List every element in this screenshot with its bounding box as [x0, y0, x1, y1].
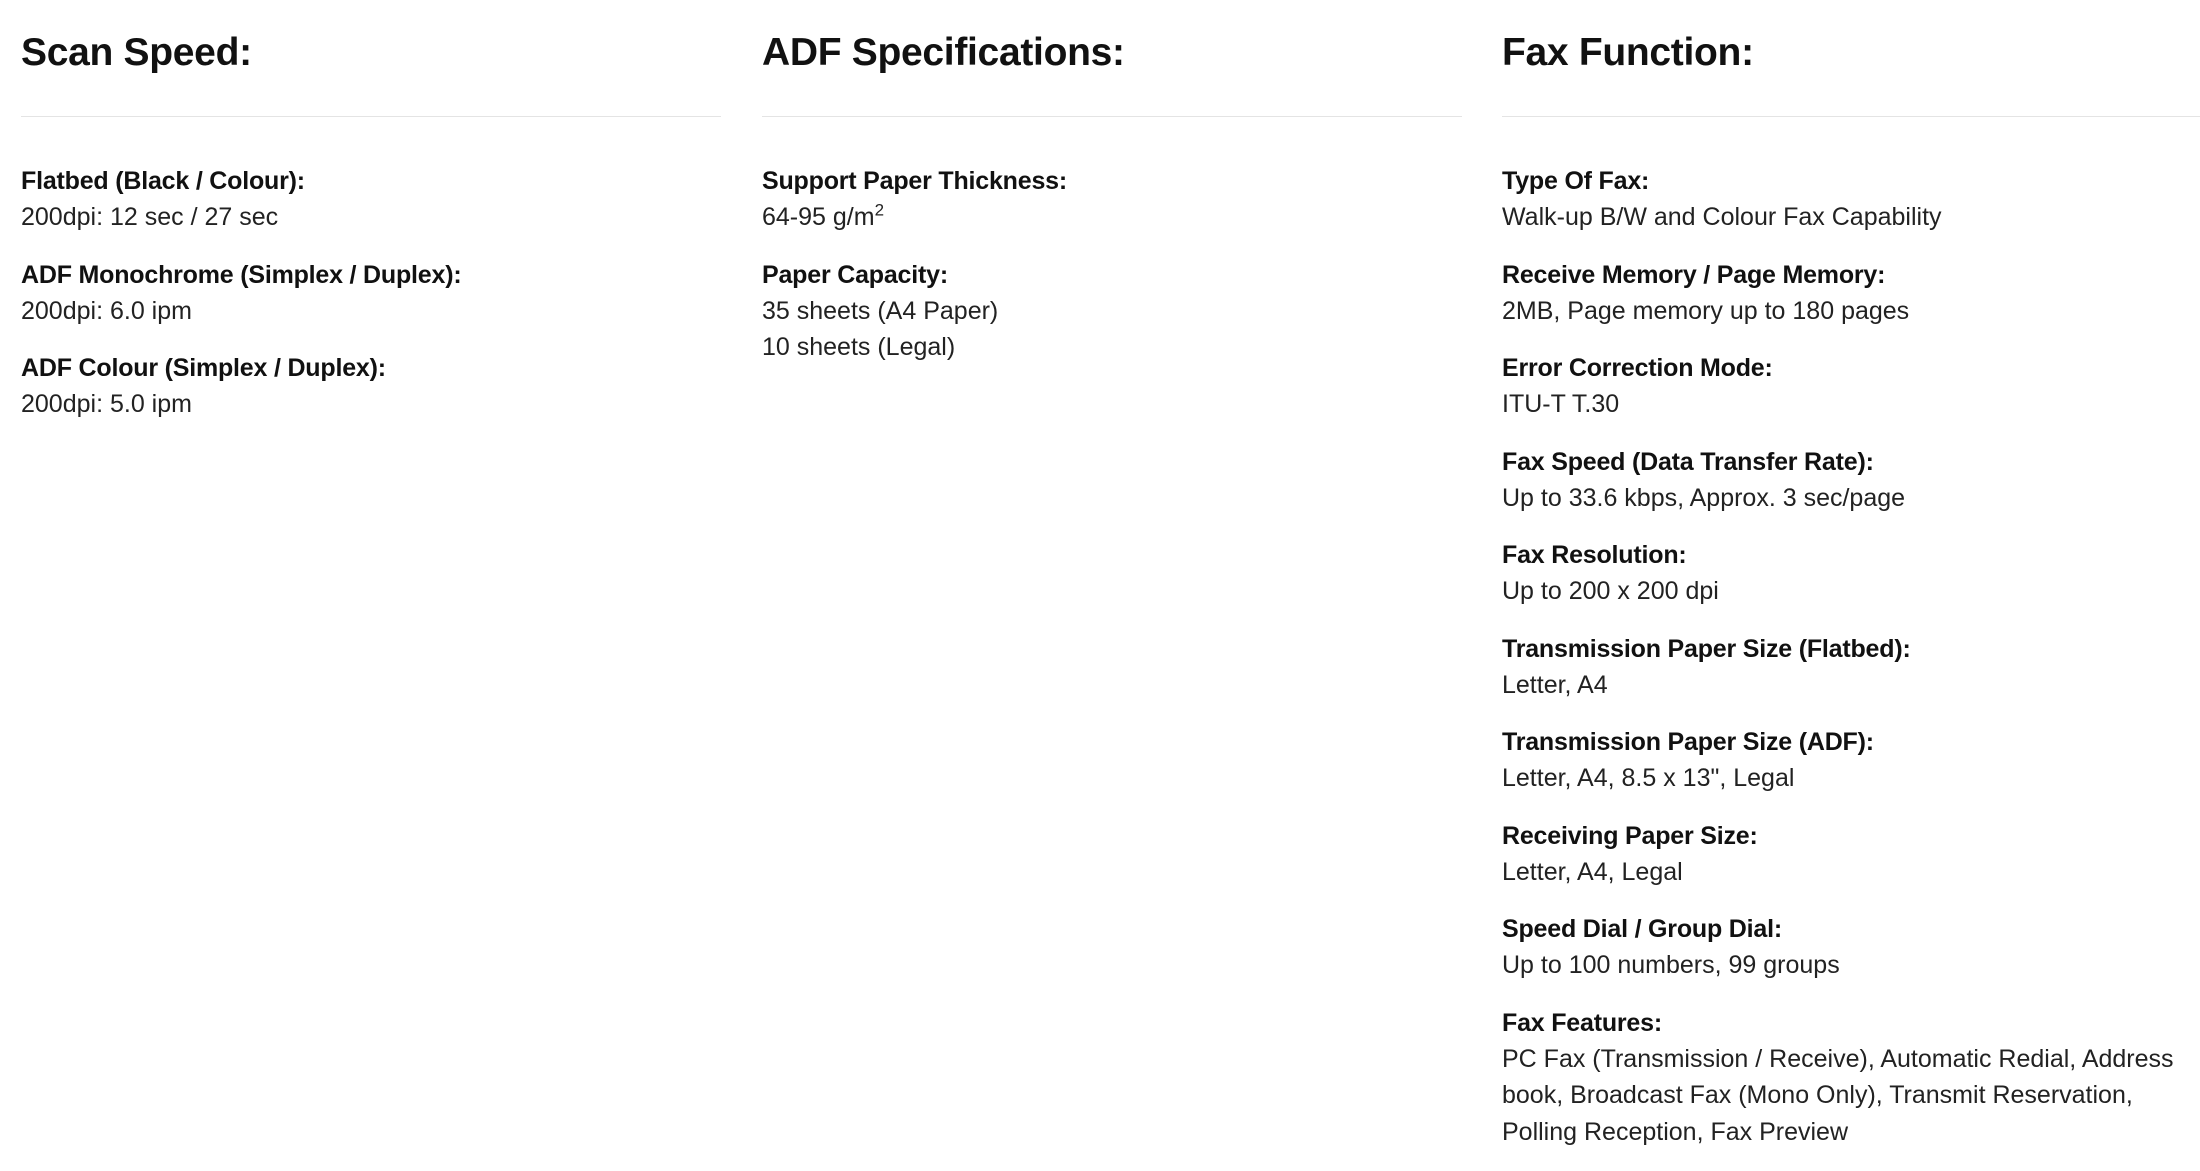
section-divider — [762, 116, 1462, 117]
spec-item-transmission-adf — [1502, 724, 2200, 797]
spec-item-adf-monochrome — [21, 257, 721, 330]
spec-label: Receive Memory / Page Memory: — [1502, 260, 1886, 289]
spec-item-receive-memory — [1502, 257, 2200, 330]
section-title: ADF Specifications: — [762, 31, 1125, 74]
spec-value: Letter, A4, Legal — [1502, 857, 1683, 886]
spec-list — [21, 163, 721, 423]
spec-value: Letter, A4 — [1502, 670, 1608, 699]
spec-item-receiving-paper-size — [1502, 818, 2200, 891]
spec-value: 200dpi: 12 sec / 27 sec — [21, 203, 279, 231]
spec-value: 35 sheets (A4 Paper) — [762, 296, 999, 325]
spec-item-type-of-fax — [1502, 163, 2200, 236]
spec-value — [762, 199, 1462, 236]
section-divider — [1502, 116, 2200, 117]
spec-item-adf-colour — [21, 350, 721, 423]
spec-value: 10 sheets (Legal) — [762, 333, 956, 361]
spec-value: book, Broadcast Fax (Mono Only), Transmit Reservation, — [1502, 1081, 2133, 1109]
spec-item-paper-thickness — [762, 163, 1462, 236]
spec-label: Fax Features: — [1502, 1008, 1662, 1037]
spec-list — [1502, 163, 2200, 1150]
spec-label: ADF Monochrome (Simplex / Duplex): — [21, 260, 462, 289]
spec-label: Receiving Paper Size: — [1502, 821, 1758, 850]
spec-label: ADF Colour (Simplex / Duplex): — [21, 354, 386, 382]
spec-value: PC Fax (Transmission / Receive), Automatic Redial, Address — [1502, 1044, 2174, 1073]
scan-speed-section — [21, 0, 721, 444]
spec-item-fax-resolution — [1502, 537, 2200, 610]
spec-item-transmission-flatbed — [1502, 631, 2200, 704]
section-title: Fax Function: — [1502, 31, 1754, 74]
spec-item-error-correction — [1502, 350, 2200, 423]
spec-item-paper-capacity — [762, 257, 1462, 366]
spec-value: 200dpi: 5.0 ipm — [21, 390, 192, 418]
spec-value: Up to 200 x 200 dpi — [1502, 577, 1719, 605]
spec-value: 2MB, Page memory up to 180 pages — [1502, 296, 1910, 325]
spec-label: Support Paper Thickness: — [762, 167, 1067, 195]
spec-label: Fax Speed (Data Transfer Rate): — [1502, 447, 1874, 476]
spec-label: Fax Resolution: — [1502, 541, 1687, 569]
spec-label: Type Of Fax: — [1502, 167, 1650, 195]
superscript: 2 — [874, 200, 885, 220]
spec-value: Up to 100 numbers, 99 groups — [1502, 951, 1840, 979]
spec-value: Walk-up B/W and Colour Fax Capability — [1502, 203, 1942, 231]
spec-label: Error Correction Mode: — [1502, 354, 1773, 382]
adf-specifications-section — [762, 0, 1462, 387]
spec-item-speed-dial — [1502, 911, 2200, 984]
spec-label: Transmission Paper Size (Flatbed): — [1502, 634, 1911, 663]
spec-item-flatbed — [21, 163, 721, 236]
spec-value: 200dpi: 6.0 ipm — [21, 296, 192, 325]
section-title: Scan Speed: — [21, 31, 252, 74]
spec-value-base: 64-95 g/m — [762, 203, 875, 231]
spec-label: Speed Dial / Group Dial: — [1502, 915, 1782, 943]
spec-label: Flatbed (Black / Colour): — [21, 167, 305, 195]
spec-value: ITU-T T.30 — [1502, 390, 1620, 418]
spec-value: Letter, A4, 8.5 x 13", Legal — [1502, 764, 1795, 792]
spec-item-fax-features — [1502, 1005, 2200, 1151]
spec-item-fax-speed — [1502, 444, 2200, 517]
section-divider — [21, 116, 721, 117]
spec-list — [762, 163, 1462, 366]
spec-value: Polling Reception, Fax Preview — [1502, 1117, 1848, 1146]
spec-label: Paper Capacity: — [762, 260, 948, 289]
fax-function-section — [1502, 0, 2200, 1171]
spec-value: Up to 33.6 kbps, Approx. 3 sec/page — [1502, 483, 1906, 512]
spec-label: Transmission Paper Size (ADF): — [1502, 728, 1874, 756]
